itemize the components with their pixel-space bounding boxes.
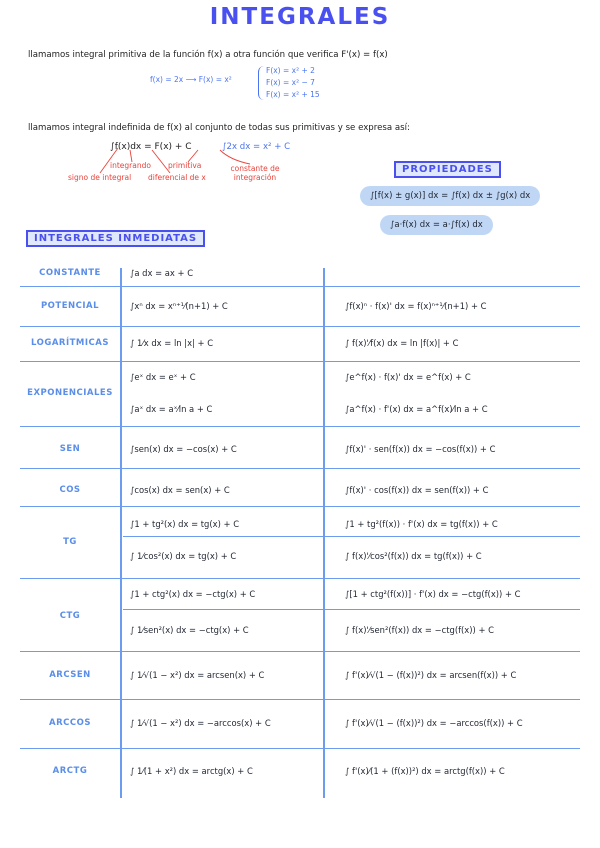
label-sign: signo de integral xyxy=(68,173,132,182)
simple-formula: ∫sen(x) dx = −cos(x) + C xyxy=(130,444,237,454)
label-integrand: integrando xyxy=(110,161,151,170)
category-label: COS xyxy=(59,485,81,495)
category-label: TG xyxy=(63,537,77,547)
row-divider xyxy=(20,578,580,579)
compound-formula: ∫a^f(x) · f'(x) dx = a^f(x)⁄ln a + C xyxy=(345,404,488,414)
category-label: CONSTANTE xyxy=(39,268,101,278)
row-divider xyxy=(20,361,580,362)
simple-formula: ∫ 1⁄√(1 − x²) dx = −arccos(x) + C xyxy=(130,718,271,728)
row-divider xyxy=(20,699,580,700)
table-title: INTEGRALES INMEDIATAS xyxy=(26,230,205,247)
category-label: LOGARÍTMICAS xyxy=(31,338,109,348)
label-primitive: primitiva xyxy=(168,161,202,170)
row-divider xyxy=(123,536,580,537)
compound-formula: ∫f(x)' · cos(f(x)) dx = sen(f(x)) + C xyxy=(345,485,489,495)
indefinite-definition: llamamos integral indefinida de f(x) al conjunto de todas sus primitivas y se expresa así: xyxy=(28,123,410,133)
compound-formula: ∫ f(x)'⁄cos²(f(x)) dx = tg(f(x)) + C xyxy=(345,551,482,561)
category-label: CTG xyxy=(59,611,81,621)
compound-formula: ∫ f(x)'⁄f(x) dx = ln |f(x)| + C xyxy=(345,338,459,348)
simple-formula: ∫a dx = ax + C xyxy=(130,268,194,278)
property-scalar: ∫a·f(x) dx = a·∫f(x) dx xyxy=(380,215,493,235)
category-label: ARCSEN xyxy=(49,670,91,680)
category-label: ARCCOS xyxy=(49,718,91,728)
simple-formula: ∫eˣ dx = eˣ + C xyxy=(130,372,196,382)
compound-formula: ∫1 + tg²(f(x)) · f'(x) dx = tg(f(x)) + C xyxy=(345,519,498,529)
simple-formula: ∫ 1⁄√(1 − x²) dx = arcsen(x) + C xyxy=(130,670,265,680)
brace-icon xyxy=(258,66,265,100)
compound-formula: ∫f(x)' · sen(f(x)) dx = −cos(f(x)) + C xyxy=(345,444,496,454)
simple-formula: ∫ 1⁄x dx = ln |x| + C xyxy=(130,338,214,348)
category-label: ARCTG xyxy=(52,766,88,776)
category-label: POTENCIAL xyxy=(40,301,100,311)
row-divider xyxy=(20,286,580,287)
row-divider xyxy=(123,609,580,610)
simple-formula: ∫xⁿ dx = xⁿ⁺¹⁄(n+1) + C xyxy=(130,301,228,311)
compound-formula: ∫ f'(x)⁄√(1 − (f(x))²) dx = −arccos(f(x)) + C xyxy=(345,718,523,728)
compound-formula: ∫ f'(x)⁄√(1 − (f(x))²) dx = arcsen(f(x)) + C xyxy=(345,670,517,680)
simple-formula: ∫cos(x) dx = sen(x) + C xyxy=(130,485,230,495)
row-divider xyxy=(20,748,580,749)
indefinite-formula: ∫f(x)dx = F(x) + C xyxy=(110,142,192,152)
column-divider xyxy=(120,268,122,798)
row-divider xyxy=(20,651,580,652)
row-divider xyxy=(20,506,580,507)
category-label: EXPONENCIALES xyxy=(27,388,113,398)
simple-formula: ∫ 1⁄cos²(x) dx = tg(x) + C xyxy=(130,551,237,561)
row-divider xyxy=(20,468,580,469)
integrals-table xyxy=(20,256,580,796)
simple-formula: ∫ 1⁄(1 + x²) dx = arctg(x) + C xyxy=(130,766,253,776)
indefinite-example: ∫2x dx = x² + C xyxy=(222,142,291,152)
page-title: INTEGRALES xyxy=(209,4,391,30)
row-divider xyxy=(20,426,580,427)
variant-1: F(x) = x² + 2 xyxy=(266,66,315,75)
compound-formula: ∫ f(x)'⁄sen²(f(x)) dx = −ctg(f(x)) + C xyxy=(345,625,494,635)
annotation-arrows xyxy=(60,140,290,180)
primitive-variants xyxy=(266,65,320,101)
compound-formula: ∫ f'(x)⁄(1 + (f(x))²) dx = arctg(f(x)) + C xyxy=(345,766,505,776)
properties-title: PROPIEDADES xyxy=(394,161,501,178)
compound-formula: ∫e^f(x) · f(x)' dx = e^f(x) + C xyxy=(345,372,471,382)
category-label: SEN xyxy=(59,444,81,454)
simple-formula: ∫ 1⁄sen²(x) dx = −ctg(x) + C xyxy=(130,625,249,635)
variant-3: F(x) = x² + 15 xyxy=(266,90,320,99)
simple-formula: ∫aˣ dx = aˣ⁄ln a + C xyxy=(130,404,213,414)
simple-formula: ∫1 + tg²(x) dx = tg(x) + C xyxy=(130,519,240,529)
compound-formula: ∫f(x)ⁿ · f(x)' dx = f(x)ⁿ⁺¹⁄(n+1) + C xyxy=(345,301,487,311)
primitive-example: f(x) = 2x ⟶ F(x) = x² xyxy=(150,75,232,84)
label-differential: diferencial de x xyxy=(148,173,206,182)
primitive-definition: llamamos integral primitiva de la función f(x) a otra función que verifica F'(x) = f(x) xyxy=(28,50,388,60)
label-constant: constante de integración xyxy=(230,164,280,182)
column-divider xyxy=(323,268,325,798)
row-divider xyxy=(20,326,580,327)
compound-formula: ∫[1 + ctg²(f(x))] · f'(x) dx = −ctg(f(x)) + C xyxy=(345,589,521,599)
variant-2: F(x) = x² − 7 xyxy=(266,78,315,87)
property-sum: ∫[f(x) ± g(x)] dx = ∫f(x) dx ± ∫g(x) dx xyxy=(360,186,540,206)
simple-formula: ∫1 + ctg²(x) dx = −ctg(x) + C xyxy=(130,589,256,599)
